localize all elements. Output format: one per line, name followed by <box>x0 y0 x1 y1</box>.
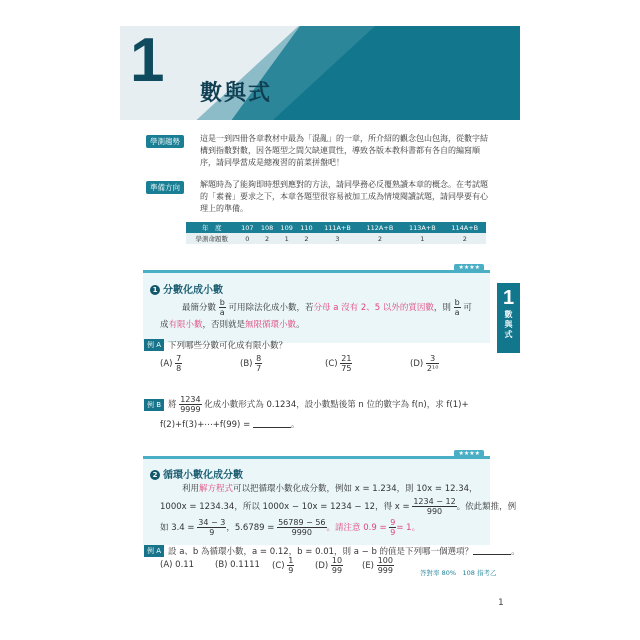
numerator: 9 <box>390 518 396 527</box>
table-cell: 1 <box>277 233 297 244</box>
side-tab-number: 1 <box>502 287 515 309</box>
text: 可用除法化成小數，若 <box>228 303 314 313</box>
text: 可以把循環小數化成分數，例如 x = 1.234，則 10x = 12.34， <box>233 484 478 494</box>
denominator: 9999 <box>180 405 201 414</box>
table-header-cell: 113A+B <box>401 222 443 233</box>
table-cell: 2 <box>444 233 486 244</box>
highlight-text: 解方程式 <box>199 484 234 494</box>
text: 最簡分數 <box>182 303 217 313</box>
text: ，5.6789 = <box>226 523 275 533</box>
numerator: 21 <box>341 354 352 363</box>
option-d[interactable] <box>410 354 439 373</box>
fraction <box>197 518 226 537</box>
option-label: (B) <box>240 359 253 369</box>
highlight-text: 。請注意 0.9 = <box>326 523 387 533</box>
option-fraction <box>287 556 294 575</box>
table-cell: 2 <box>257 233 277 244</box>
side-tab-text: 數 <box>504 310 513 319</box>
text: 如 3.4 = <box>160 523 195 533</box>
example-tag: 例 B <box>144 399 164 411</box>
answer-rate-note: 答對率 80% 108 指考乙 <box>420 569 497 577</box>
option-fraction <box>377 556 394 575</box>
option-d[interactable] <box>315 556 343 575</box>
example-tag: 例 A <box>144 339 164 351</box>
highlight-text: = 1。 <box>396 523 421 533</box>
highlight-text: 有限小數 <box>168 320 203 330</box>
section1-title-text: 分數化成小數 <box>163 285 223 296</box>
section2-line2 <box>160 497 516 516</box>
option-label: (D) <box>315 561 329 571</box>
section2-line3 <box>160 518 420 537</box>
option-label: (C) <box>272 561 285 571</box>
table-cell: 2 <box>359 233 401 244</box>
denominator: 9 <box>288 566 294 575</box>
option-fraction <box>331 556 343 575</box>
example1-question: 下列哪些分數可化成有限小數？ <box>168 341 288 351</box>
denominator: 8 <box>176 364 182 373</box>
denominator: 9990 <box>291 528 312 537</box>
option-fraction <box>426 354 440 373</box>
numerator: 7 <box>176 354 182 363</box>
text: 。 <box>290 420 300 430</box>
denominator: a <box>219 308 225 317</box>
intro-tag-trend: 學測趨勢 <box>146 135 184 148</box>
option-e[interactable] <box>362 556 394 575</box>
intro-trend-text: 這是一到四冊各章教材中最為「混亂」的一章，所介紹的觀念包山包海，從數字結構到指數對數，因各題型之間欠缺連貫性，導致各版本教科書都有各自的編寫順序，請同學當成是總複習的前菜拼盤吧！ <box>200 134 488 167</box>
page-number: 1 <box>498 598 504 608</box>
denominator: 99 <box>331 566 343 575</box>
option-c[interactable] <box>272 556 294 575</box>
side-tab-text: 與 <box>504 320 513 329</box>
option-b[interactable] <box>240 354 262 373</box>
denominator: 2¹⁰ <box>426 364 439 373</box>
section2-title <box>150 466 243 481</box>
example2-fraction <box>179 395 201 414</box>
example2-line1 <box>168 395 469 414</box>
table-cell: 0 <box>238 233 258 244</box>
example3-question <box>168 545 520 557</box>
option-label: (E) <box>362 561 375 571</box>
numerator: 1234 <box>180 395 201 404</box>
table-header-cell: 111A+B <box>316 222 358 233</box>
option-text: 0.1111 <box>230 560 260 570</box>
text: 成 <box>160 320 169 330</box>
chapter-header-band <box>120 26 520 120</box>
text: 將 <box>168 400 177 410</box>
option-label: (C) <box>325 359 338 369</box>
intro-tag-prep: 準備方向 <box>146 181 184 194</box>
denominator: 7 <box>256 364 262 373</box>
option-b[interactable] <box>215 560 260 570</box>
table-header-cell: 109 <box>277 222 297 233</box>
table-header-cell: 108 <box>257 222 277 233</box>
option-c[interactable] <box>325 354 352 373</box>
denominator: 990 <box>426 507 443 516</box>
table-header-cell: 112A+B <box>359 222 401 233</box>
fraction <box>412 497 456 516</box>
option-text: 0.11 <box>175 560 195 570</box>
chapter-title: 數與式 <box>200 81 273 106</box>
highlight-text: 無限循環小數 <box>245 320 297 330</box>
numerator: 1 <box>288 556 294 565</box>
option-label: (A) <box>160 359 173 369</box>
fraction-b-over-a <box>454 298 461 317</box>
text: ，則 <box>433 303 451 313</box>
section-number-badge: 2 <box>150 470 160 480</box>
text: 利用 <box>182 484 200 494</box>
denominator: 75 <box>341 364 352 373</box>
numerator: 10 <box>331 556 343 565</box>
numerator: 3 <box>426 354 440 364</box>
table-header-cell: 110 <box>297 222 317 233</box>
option-a[interactable] <box>160 560 194 570</box>
text: 設 a、b 為循環小數，a = 0.12，b = 0.01，則 a − b 的值是下列哪一個選項？ <box>168 547 474 557</box>
numerator: 34 − 3 <box>198 518 226 527</box>
highlight-text: 分母 a 沒有 2、5 以外的質因數 <box>313 303 434 313</box>
option-label: (B) <box>215 560 228 570</box>
answer-blank[interactable] <box>473 546 511 555</box>
chapter-number: 1 <box>130 26 165 95</box>
option-label: (A) <box>160 560 173 570</box>
table-cell: 學測命題數 <box>186 233 238 244</box>
difficulty-stars: ★★★★ <box>454 264 484 271</box>
exam-count-table <box>186 222 486 244</box>
text: f(2)+f(3)+⋯+f(99) = <box>160 420 253 430</box>
denominator: a <box>454 308 460 317</box>
difficulty-stars: ★★★★ <box>454 450 484 457</box>
option-label: (D) <box>410 359 424 369</box>
option-fraction <box>175 354 182 373</box>
denominator: 999 <box>377 566 393 575</box>
chapter-side-tab[interactable] <box>497 283 520 353</box>
fraction-b-over-a <box>219 298 226 317</box>
denominator: 9 <box>209 528 215 537</box>
fraction <box>277 518 326 537</box>
example-tag: 例 A <box>144 545 164 557</box>
numerator: 8 <box>256 354 262 363</box>
section-number-badge: 1 <box>150 285 160 295</box>
section1-title <box>150 281 223 296</box>
numerator: 100 <box>377 556 393 565</box>
numerator: b <box>454 298 460 307</box>
numerator: 1234 − 12 <box>413 497 456 506</box>
text: ，否則就是 <box>202 320 246 330</box>
numerator: 56789 − 56 <box>278 518 326 527</box>
table-header-cell: 107 <box>238 222 258 233</box>
text: 化成小數形式為 0.1234，設小數點後第 n 位的數字為 f(n)，求 f(1)+ <box>204 400 469 410</box>
table-cell: 2 <box>297 233 317 244</box>
section1-line1 <box>182 298 472 317</box>
answer-blank[interactable] <box>253 419 291 428</box>
table-cell: 1 <box>401 233 443 244</box>
text: 1000x = 1234.34，所以 1000x − 10x = 1234 − 12，得 x = <box>160 502 410 512</box>
option-a[interactable] <box>160 354 182 373</box>
example2-line2 <box>160 418 299 430</box>
intro-prep-text: 解題時為了能夠即時想到應對的方法，請同學務必反覆熟讀本章的概念。在考試題的「素養」要求之下，本章各題型很容易被加工成為情境閱讀試題，請同學要有心理上的準備。 <box>200 180 488 213</box>
denominator: 9 <box>390 528 396 537</box>
side-tab-text: 式 <box>504 330 513 339</box>
table-header-cell: 年 度 <box>186 222 238 233</box>
text: 可 <box>463 303 472 313</box>
table-header-cell: 114A+B <box>444 222 486 233</box>
option-fraction <box>255 354 262 373</box>
option-fraction <box>340 354 352 373</box>
text: 。依此類推，例 <box>456 502 517 512</box>
numerator: b <box>219 298 225 307</box>
text: 。 <box>511 547 520 557</box>
section2-line1 <box>182 482 478 494</box>
section2-title-text: 循環小數化成分數 <box>163 470 243 481</box>
text: 。 <box>296 320 305 330</box>
table-cell: 3 <box>316 233 358 244</box>
section1-line2 <box>160 318 305 330</box>
